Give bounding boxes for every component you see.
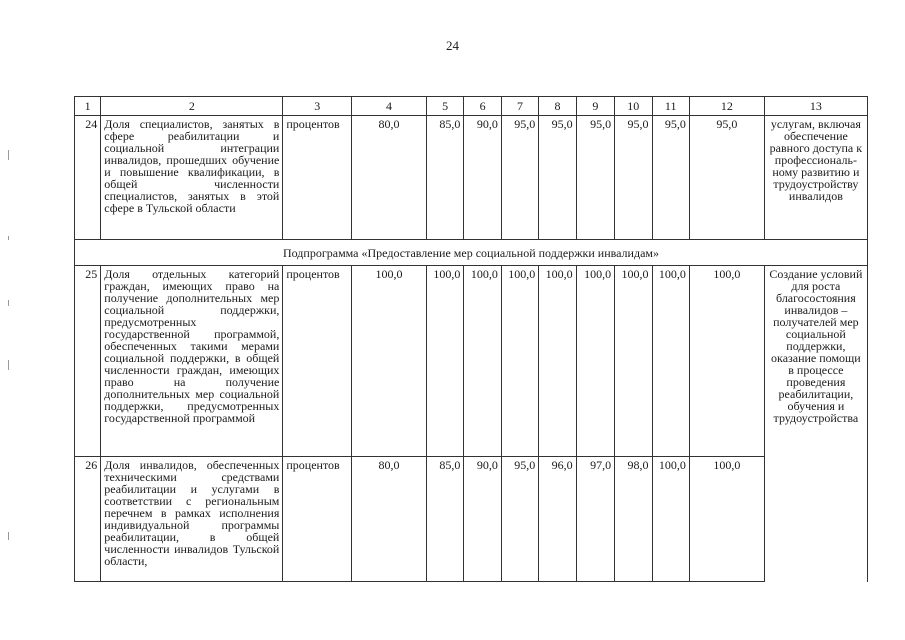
column-header: 3 — [283, 97, 352, 116]
year-value: 98,0 — [615, 457, 652, 582]
year-value: 95,0 — [576, 116, 614, 240]
column-header: 2 — [101, 97, 283, 116]
year-value: 95,0 — [652, 116, 689, 240]
year-value: 90,0 — [464, 116, 501, 240]
indicator-name: Доля отдельных категорий граждан, имеющих право на получение дополнительных мер социальной поддержки, предусмотренных государственной программой, обеспеченных такими мерами социальной поддержки, в общей численности граждан, имеющих право на получение дополнительных мер социальной поддержки, предусмотренных государственной программой — [101, 266, 283, 457]
year-value: 96,0 — [539, 457, 576, 582]
base-value: 80,0 — [352, 116, 427, 240]
page-number: 24 — [446, 38, 459, 53]
table-row — [75, 116, 868, 240]
table-row — [75, 266, 868, 457]
year-value: 100,0 — [501, 266, 538, 457]
year-value: 95,0 — [501, 116, 538, 240]
year-value: 100,0 — [615, 266, 652, 457]
year-value: 100,0 — [464, 266, 501, 457]
year-value: 100,0 — [652, 266, 689, 457]
indicator-name: Доля инвалидов, обеспеченных техническими средствами реабилитации и услугами в соответствии с региональным перечнем в рамках исполнения индивидуальной программы реабилитации, в общей численности инвалидов Тульской области, — [101, 457, 283, 582]
column-header: 11 — [652, 97, 689, 116]
row-number: 26 — [75, 457, 101, 582]
table-row — [75, 457, 868, 582]
column-header: 5 — [426, 97, 463, 116]
target-value: 100,0 — [689, 266, 764, 457]
column-header: 9 — [576, 97, 614, 116]
year-value: 85,0 — [426, 116, 463, 240]
margin-mark — [8, 360, 9, 370]
target-value: 100,0 — [689, 457, 764, 582]
base-value: 80,0 — [352, 457, 427, 582]
year-value: 95,0 — [615, 116, 652, 240]
expected-result: услугам, включая обеспечение равного доступа к профессиональ-ному развитию и трудоустройству инвалидов — [764, 116, 867, 240]
base-value: 100,0 — [352, 266, 427, 457]
column-header: 7 — [501, 97, 538, 116]
subprogram-title: Подпрограмма «Предоставление мер социальной поддержки инвалидам» — [75, 240, 868, 266]
indicator-name: Доля специалистов, занятых в сфере реабилитации и социальной интеграции инвалидов, прошедших обучение и повышение квалификации, в общей численности специалистов, занятых в этой сфере в Тульской области — [101, 116, 283, 240]
unit-cell: процентов — [283, 457, 352, 582]
column-header: 12 — [689, 97, 764, 116]
column-header: 8 — [539, 97, 576, 116]
year-value: 95,0 — [539, 116, 576, 240]
year-value: 100,0 — [652, 457, 689, 582]
year-value: 100,0 — [539, 266, 576, 457]
column-header: 13 — [764, 97, 867, 116]
column-header: 4 — [352, 97, 427, 116]
year-value: 85,0 — [426, 457, 463, 582]
year-value: 90,0 — [464, 457, 501, 582]
year-value: 95,0 — [501, 457, 538, 582]
column-header: 1 — [75, 97, 101, 116]
year-value: 100,0 — [426, 266, 463, 457]
margin-mark — [8, 532, 9, 540]
subprogram-row — [75, 240, 868, 266]
year-value: 100,0 — [576, 266, 614, 457]
margin-mark — [8, 236, 9, 240]
column-header: 6 — [464, 97, 501, 116]
column-number-row — [75, 97, 868, 116]
indicators-table — [74, 96, 868, 582]
year-value: 97,0 — [576, 457, 614, 582]
column-header: 10 — [615, 97, 652, 116]
unit-cell: процентов — [283, 116, 352, 240]
row-number: 24 — [75, 116, 101, 240]
margin-mark — [8, 300, 9, 306]
unit-cell: процентов — [283, 266, 352, 457]
expected-result: Создание условий для роста благосостояния инвалидов – получателей мер социальной поддержки, оказание помощи в процессе проведения реабилитации, обучения и трудоустройства — [764, 266, 867, 582]
target-value: 95,0 — [689, 116, 764, 240]
margin-mark — [8, 150, 9, 160]
row-number: 25 — [75, 266, 101, 457]
